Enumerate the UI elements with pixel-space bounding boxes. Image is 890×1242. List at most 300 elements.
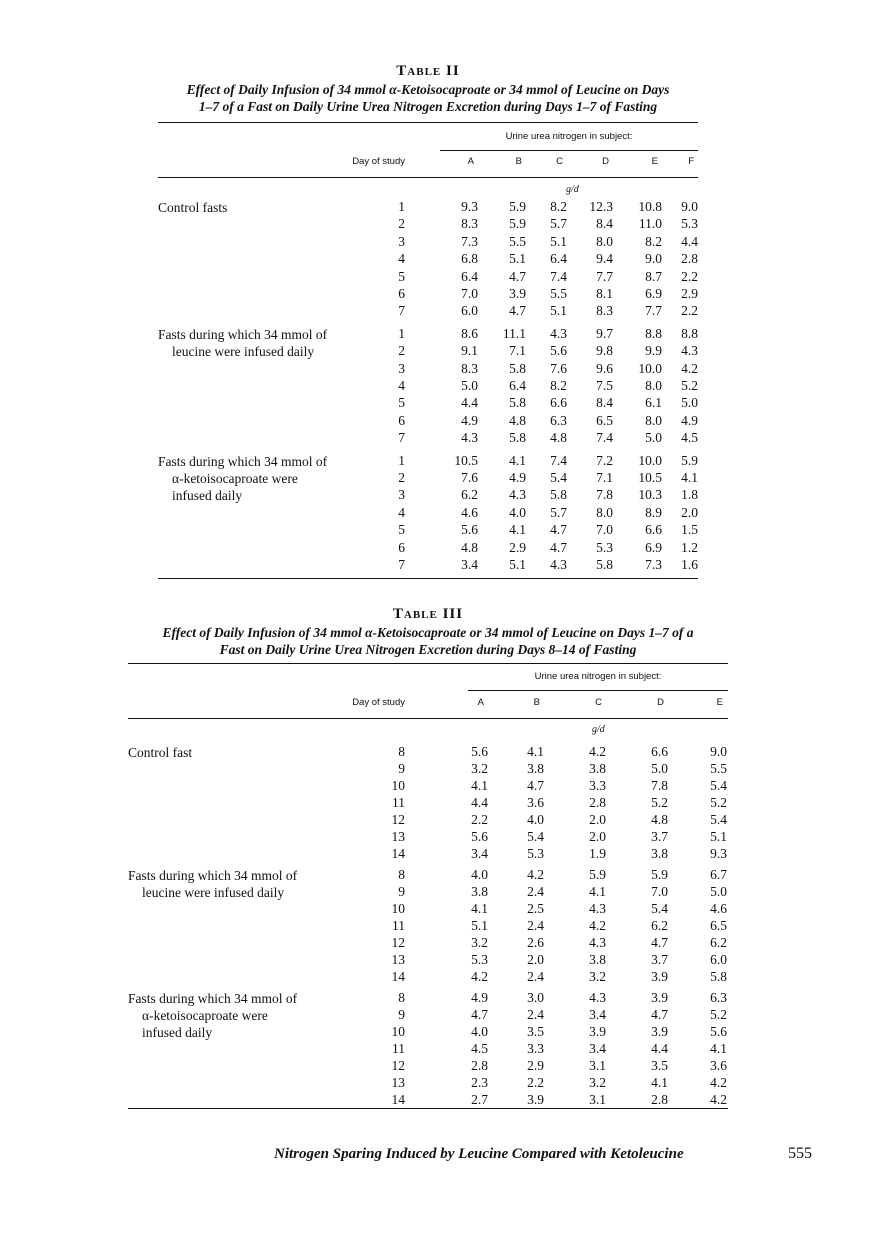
value-cell: 3.7 (651, 952, 668, 967)
value-cell: 5.9 (589, 867, 606, 882)
day-cell: 4 (398, 251, 405, 267)
value-cell: 6.1 (645, 395, 662, 411)
day-cell: 11 (392, 918, 405, 933)
value-cell: 2.6 (527, 935, 544, 950)
value-cell: 4.3 (589, 901, 606, 916)
group-label: Fasts during which 34 mmol of (158, 326, 328, 342)
bottom-rule (128, 1108, 728, 1109)
value-cell: 7.2 (596, 452, 613, 468)
value-cell: 8.7 (645, 268, 662, 284)
table-caption-line: Fast on Daily Urine Urea Nitrogen Excretion during Days 8–14 of Fasting (219, 642, 637, 657)
day-cell: 6 (398, 286, 405, 301)
value-cell: 5.0 (651, 761, 668, 776)
value-cell: 2.9 (527, 1058, 544, 1073)
day-cell: 3 (398, 487, 405, 503)
day-cell: 2 (398, 470, 405, 485)
value-cell: 5.5 (550, 286, 567, 301)
column-header-e: E (651, 156, 658, 167)
value-cell: 7.3 (645, 557, 662, 572)
value-cell: 2.2 (681, 268, 698, 284)
column-header-a: A (467, 156, 474, 167)
header-rule (158, 177, 698, 178)
value-cell: 8.4 (596, 216, 613, 232)
value-cell: 4.4 (681, 233, 698, 249)
day-cell: 9 (398, 1007, 405, 1022)
value-cell: 9.0 (645, 251, 662, 267)
value-cell: 6.6 (651, 744, 668, 759)
value-cell: 9.6 (596, 360, 613, 376)
value-cell: 5.1 (509, 557, 526, 572)
value-cell: 5.9 (509, 216, 526, 232)
value-cell: 9.0 (710, 744, 727, 759)
value-cell: 5.1 (509, 251, 526, 267)
group-label: leucine were infused daily (172, 344, 315, 360)
value-cell: 7.8 (651, 778, 668, 793)
value-cell: 1.2 (681, 539, 698, 555)
value-cell: 3.8 (589, 761, 606, 776)
value-cell: 6.0 (710, 952, 727, 967)
day-cell: 5 (398, 522, 405, 538)
value-cell: 8.3 (596, 303, 613, 319)
value-cell: 5.7 (550, 504, 567, 520)
value-cell: 2.3 (471, 1075, 488, 1090)
value-cell: 6.6 (550, 395, 567, 411)
day-cell: 8 (398, 990, 405, 1005)
value-cell: 6.4 (550, 251, 567, 267)
day-cell: 14 (391, 969, 405, 984)
value-cell: 5.4 (550, 470, 567, 485)
value-cell: 5.1 (710, 829, 727, 844)
value-cell: 3.3 (527, 1041, 544, 1056)
column-header-b: B (515, 156, 522, 167)
value-cell: 2.0 (681, 504, 698, 520)
value-cell: 7.0 (596, 522, 613, 538)
value-cell: 7.0 (461, 286, 478, 301)
value-cell: 4.2 (681, 360, 698, 376)
value-cell: 3.0 (527, 990, 544, 1005)
value-cell: 4.3 (589, 990, 606, 1005)
value-cell: 10.3 (638, 487, 662, 503)
value-cell: 3.9 (527, 1092, 544, 1107)
value-cell: 5.5 (710, 761, 727, 776)
value-cell: 3.6 (710, 1058, 727, 1073)
value-cell: 2.8 (471, 1058, 488, 1073)
value-cell: 4.7 (527, 778, 544, 793)
value-cell: 2.0 (589, 812, 606, 827)
value-cell: 3.1 (589, 1092, 606, 1107)
value-cell: 4.0 (527, 812, 544, 827)
day-of-study-header: Day of study (352, 697, 405, 708)
value-cell: 2.0 (589, 829, 606, 844)
day-of-study-header: Day of study (352, 156, 405, 167)
value-cell: 4.2 (471, 969, 488, 984)
value-cell: 2.4 (527, 1007, 544, 1022)
value-cell: 3.2 (589, 1075, 606, 1090)
value-cell: 6.9 (645, 539, 662, 555)
group-label: Control fast (128, 745, 193, 760)
value-cell: 5.4 (710, 778, 727, 793)
value-cell: 7.1 (596, 470, 613, 485)
value-cell: 5.8 (710, 969, 727, 984)
day-cell: 2 (398, 216, 405, 232)
spanner-header: Urine urea nitrogen in subject: (534, 671, 662, 682)
value-cell: 3.5 (651, 1058, 668, 1073)
value-cell: 4.1 (509, 522, 526, 538)
day-cell: 14 (391, 846, 405, 861)
value-cell: 7.6 (550, 360, 567, 376)
value-cell: 2.2 (527, 1075, 544, 1090)
value-cell: 8.2 (550, 378, 567, 393)
value-cell: 9.1 (461, 343, 478, 359)
value-cell: 3.8 (651, 846, 668, 861)
value-cell: 4.7 (651, 935, 668, 950)
value-cell: 5.9 (651, 867, 668, 882)
unit-label: g/d (566, 184, 579, 195)
value-cell: 5.0 (461, 378, 478, 393)
value-cell: 4.9 (461, 412, 478, 428)
group-label: Fasts during which 34 mmol of (128, 868, 298, 883)
value-cell: 8.4 (596, 395, 613, 411)
day-cell: 10 (391, 901, 405, 916)
value-cell: 9.3 (461, 199, 478, 214)
value-cell: 8.8 (645, 325, 662, 341)
value-cell: 4.2 (710, 1092, 727, 1107)
value-cell: 7.3 (461, 233, 478, 249)
value-cell: 2.0 (527, 952, 544, 967)
value-cell: 6.9 (645, 286, 662, 301)
value-cell: 4.8 (461, 539, 478, 555)
value-cell: 3.6 (527, 795, 544, 810)
value-cell: 5.6 (471, 829, 488, 844)
value-cell: 3.9 (651, 969, 668, 984)
value-cell: 3.8 (589, 952, 606, 967)
value-cell: 12.3 (589, 199, 613, 214)
value-cell: 6.3 (710, 990, 727, 1005)
value-cell: 9.3 (710, 846, 727, 861)
table-caption-line: Effect of Daily Infusion of 34 mmol α-Ketoisocaproate or 34 mmol of Leucine on Days 1–7 of a (162, 625, 694, 640)
value-cell: 5.6 (471, 744, 488, 759)
value-cell: 4.1 (681, 470, 698, 485)
bottom-rule (158, 578, 698, 579)
value-cell: 5.0 (710, 884, 727, 899)
day-cell: 13 (391, 952, 405, 967)
value-cell: 2.2 (681, 303, 698, 319)
value-cell: 5.3 (681, 216, 698, 232)
value-cell: 2.8 (589, 795, 606, 810)
value-cell: 8.8 (681, 325, 698, 341)
value-cell: 3.9 (651, 1024, 668, 1039)
value-cell: 5.2 (710, 795, 727, 810)
table-caption-line: 1–7 of a Fast on Daily Urine Urea Nitrogen Excretion during Days 1–7 of Fasting (198, 99, 658, 114)
value-cell: 11.1 (502, 325, 526, 341)
value-cell: 4.3 (550, 557, 567, 572)
day-cell: 14 (391, 1092, 405, 1107)
value-cell: 3.4 (589, 1007, 606, 1022)
day-cell: 2 (398, 343, 405, 359)
value-cell: 5.8 (509, 430, 526, 446)
value-cell: 3.3 (589, 778, 606, 793)
group-label: Control fasts (158, 200, 228, 215)
group-label: α-ketoisocaproate were (142, 1008, 268, 1023)
value-cell: 5.6 (710, 1024, 727, 1039)
value-cell: 5.1 (471, 918, 488, 933)
value-cell: 2.4 (527, 884, 544, 899)
value-cell: 4.7 (550, 539, 567, 555)
day-cell: 4 (398, 504, 405, 520)
running-title: Nitrogen Sparing Induced by Leucine Compared with Ketoleucine (274, 1146, 684, 1162)
value-cell: 9.8 (596, 343, 613, 359)
value-cell: 4.3 (681, 343, 698, 359)
value-cell: 5.3 (471, 952, 488, 967)
value-cell: 5.8 (596, 557, 613, 572)
value-cell: 7.4 (596, 430, 613, 446)
value-cell: 2.5 (527, 901, 544, 916)
value-cell: 4.8 (651, 812, 668, 827)
value-cell: 4.0 (471, 1024, 488, 1039)
value-cell: 4.9 (681, 412, 698, 428)
value-cell: 4.1 (651, 1075, 668, 1090)
group-label: infused daily (142, 1025, 213, 1040)
value-cell: 5.2 (681, 378, 698, 393)
value-cell: 3.4 (471, 846, 488, 861)
value-cell: 4.9 (471, 990, 488, 1005)
value-cell: 10.0 (638, 452, 662, 468)
value-cell: 4.2 (589, 918, 606, 933)
value-cell: 8.6 (461, 325, 478, 341)
value-cell: 4.1 (710, 1041, 727, 1056)
group-label: Fasts during which 34 mmol of (158, 453, 328, 469)
day-cell: 13 (391, 1075, 405, 1090)
value-cell: 7.4 (550, 268, 567, 284)
day-cell: 6 (398, 412, 405, 428)
value-cell: 4.3 (550, 325, 567, 341)
day-cell: 12 (391, 1058, 405, 1073)
day-cell: 13 (391, 829, 405, 844)
value-cell: 4.2 (710, 1075, 727, 1090)
value-cell: 8.0 (596, 233, 613, 249)
value-cell: 6.4 (509, 378, 526, 393)
group-label: leucine were infused daily (142, 885, 285, 900)
value-cell: 4.0 (471, 867, 488, 882)
value-cell: 5.5 (509, 233, 526, 249)
value-cell: 9.9 (645, 343, 662, 359)
value-cell: 5.4 (527, 829, 544, 844)
group-label: infused daily (172, 488, 243, 504)
value-cell: 5.9 (681, 452, 698, 468)
value-cell: 4.4 (461, 395, 478, 411)
value-cell: 4.8 (509, 412, 526, 428)
value-cell: 3.2 (471, 761, 488, 776)
day-cell: 8 (398, 744, 405, 759)
value-cell: 4.6 (710, 901, 727, 916)
value-cell: 5.4 (710, 812, 727, 827)
day-cell: 10 (391, 1024, 405, 1039)
value-cell: 7.1 (509, 343, 526, 359)
value-cell: 4.3 (589, 935, 606, 950)
value-cell: 3.8 (527, 761, 544, 776)
value-cell: 5.9 (509, 199, 526, 214)
day-cell: 11 (392, 1041, 405, 1056)
value-cell: 10.0 (638, 360, 662, 376)
value-cell: 2.8 (651, 1092, 668, 1107)
value-cell: 4.4 (471, 795, 488, 810)
value-cell: 5.2 (710, 1007, 727, 1022)
value-cell: 2.9 (681, 286, 698, 301)
unit-label: g/d (592, 724, 605, 735)
value-cell: 3.7 (651, 829, 668, 844)
value-cell: 4.5 (681, 430, 698, 446)
value-cell: 9.0 (681, 199, 698, 214)
day-cell: 7 (398, 303, 405, 319)
value-cell: 7.8 (596, 487, 613, 503)
column-header-c: C (556, 156, 563, 167)
day-cell: 8 (398, 867, 405, 882)
value-cell: 4.7 (509, 303, 526, 319)
day-cell: 3 (398, 360, 405, 376)
value-cell: 1.5 (681, 522, 698, 538)
value-cell: 1.9 (589, 846, 606, 861)
value-cell: 2.7 (471, 1092, 488, 1107)
value-cell: 7.5 (596, 378, 613, 393)
value-cell: 7.7 (596, 268, 613, 284)
value-cell: 3.4 (589, 1041, 606, 1056)
value-cell: 3.9 (651, 990, 668, 1005)
column-header-a: A (477, 697, 484, 708)
value-cell: 4.7 (651, 1007, 668, 1022)
value-cell: 4.1 (471, 778, 488, 793)
value-cell: 6.0 (461, 303, 478, 319)
day-cell: 6 (398, 539, 405, 555)
top-rule (158, 122, 698, 123)
value-cell: 4.2 (527, 867, 544, 882)
group-label: α-ketoisocaproate were (172, 471, 298, 486)
column-header-d: D (602, 156, 609, 167)
day-cell: 12 (391, 935, 405, 950)
value-cell: 4.3 (461, 430, 478, 446)
value-cell: 3.1 (589, 1058, 606, 1073)
value-cell: 4.9 (509, 470, 526, 485)
value-cell: 4.7 (550, 522, 567, 538)
value-cell: 4.3 (509, 487, 526, 503)
value-cell: 4.1 (589, 884, 606, 899)
value-cell: 2.2 (471, 812, 488, 827)
day-cell: 3 (398, 233, 405, 249)
value-cell: 6.3 (550, 412, 567, 428)
value-cell: 8.3 (461, 216, 478, 232)
value-cell: 6.5 (710, 918, 727, 933)
value-cell: 6.8 (461, 251, 478, 267)
day-cell: 12 (391, 812, 405, 827)
value-cell: 2.4 (527, 918, 544, 933)
value-cell: 2.8 (681, 251, 698, 267)
value-cell: 4.5 (471, 1041, 488, 1056)
value-cell: 6.7 (710, 867, 727, 882)
value-cell: 3.4 (461, 557, 478, 572)
value-cell: 2.9 (509, 539, 526, 555)
value-cell: 3.2 (471, 935, 488, 950)
day-cell: 10 (391, 778, 405, 793)
value-cell: 5.8 (509, 360, 526, 376)
table-title: Table III (392, 606, 464, 622)
value-cell: 3.5 (527, 1024, 544, 1039)
value-cell: 8.2 (550, 199, 567, 214)
value-cell: 5.8 (550, 487, 567, 503)
table-caption-line: Effect of Daily Infusion of 34 mmol α-Ketoisocaproate or 34 mmol of Leucine on Days (186, 82, 670, 97)
value-cell: 1.6 (681, 557, 698, 572)
value-cell: 8.3 (461, 360, 478, 376)
day-cell: 5 (398, 395, 405, 411)
value-cell: 5.3 (596, 539, 613, 555)
value-cell: 6.6 (645, 522, 662, 538)
page-number: 555 (788, 1145, 812, 1162)
column-header-b: B (533, 697, 540, 708)
table-title: Table II (396, 63, 460, 79)
value-cell: 2.4 (527, 969, 544, 984)
value-cell: 8.9 (645, 504, 662, 520)
day-cell: 9 (398, 884, 405, 899)
value-cell: 3.9 (509, 286, 526, 301)
value-cell: 4.7 (471, 1007, 488, 1022)
value-cell: 6.5 (596, 412, 613, 428)
value-cell: 4.1 (471, 901, 488, 916)
value-cell: 1.8 (681, 487, 698, 503)
value-cell: 3.2 (589, 969, 606, 984)
value-cell: 3.8 (471, 884, 488, 899)
group-label: Fasts during which 34 mmol of (128, 991, 298, 1006)
value-cell: 5.3 (527, 846, 544, 861)
value-cell: 4.2 (589, 744, 606, 759)
spanner-rule (468, 690, 728, 691)
value-cell: 8.2 (645, 233, 662, 249)
value-cell: 5.0 (681, 395, 698, 411)
value-cell: 6.2 (651, 918, 668, 933)
value-cell: 5.1 (550, 233, 567, 249)
day-cell: 1 (398, 325, 405, 341)
spanner-rule (440, 150, 698, 151)
value-cell: 6.2 (710, 935, 727, 950)
value-cell: 10.5 (454, 452, 478, 468)
day-cell: 9 (398, 761, 405, 776)
value-cell: 4.0 (509, 504, 526, 520)
value-cell: 6.2 (461, 487, 478, 503)
value-cell: 5.4 (651, 901, 668, 916)
value-cell: 8.1 (596, 286, 613, 301)
value-cell: 5.1 (550, 303, 567, 319)
value-cell: 8.0 (645, 378, 662, 393)
value-cell: 4.6 (461, 504, 478, 520)
day-cell: 1 (398, 452, 405, 468)
value-cell: 4.8 (550, 430, 567, 446)
day-cell: 7 (398, 557, 405, 572)
value-cell: 4.7 (509, 268, 526, 284)
value-cell: 8.0 (645, 412, 662, 428)
value-cell: 5.7 (550, 216, 567, 232)
value-cell: 8.0 (596, 504, 613, 520)
top-rule (128, 663, 728, 664)
day-cell: 4 (398, 378, 405, 393)
value-cell: 7.4 (550, 452, 567, 468)
value-cell: 5.0 (645, 430, 662, 446)
value-cell: 7.7 (645, 303, 662, 319)
column-header-d: D (657, 697, 664, 708)
day-cell: 5 (398, 268, 405, 284)
value-cell: 5.6 (461, 522, 478, 538)
value-cell: 4.4 (651, 1041, 668, 1056)
value-cell: 5.2 (651, 795, 668, 810)
spanner-header: Urine urea nitrogen in subject: (505, 131, 633, 142)
column-header-c: C (595, 697, 602, 708)
value-cell: 9.7 (596, 325, 613, 341)
